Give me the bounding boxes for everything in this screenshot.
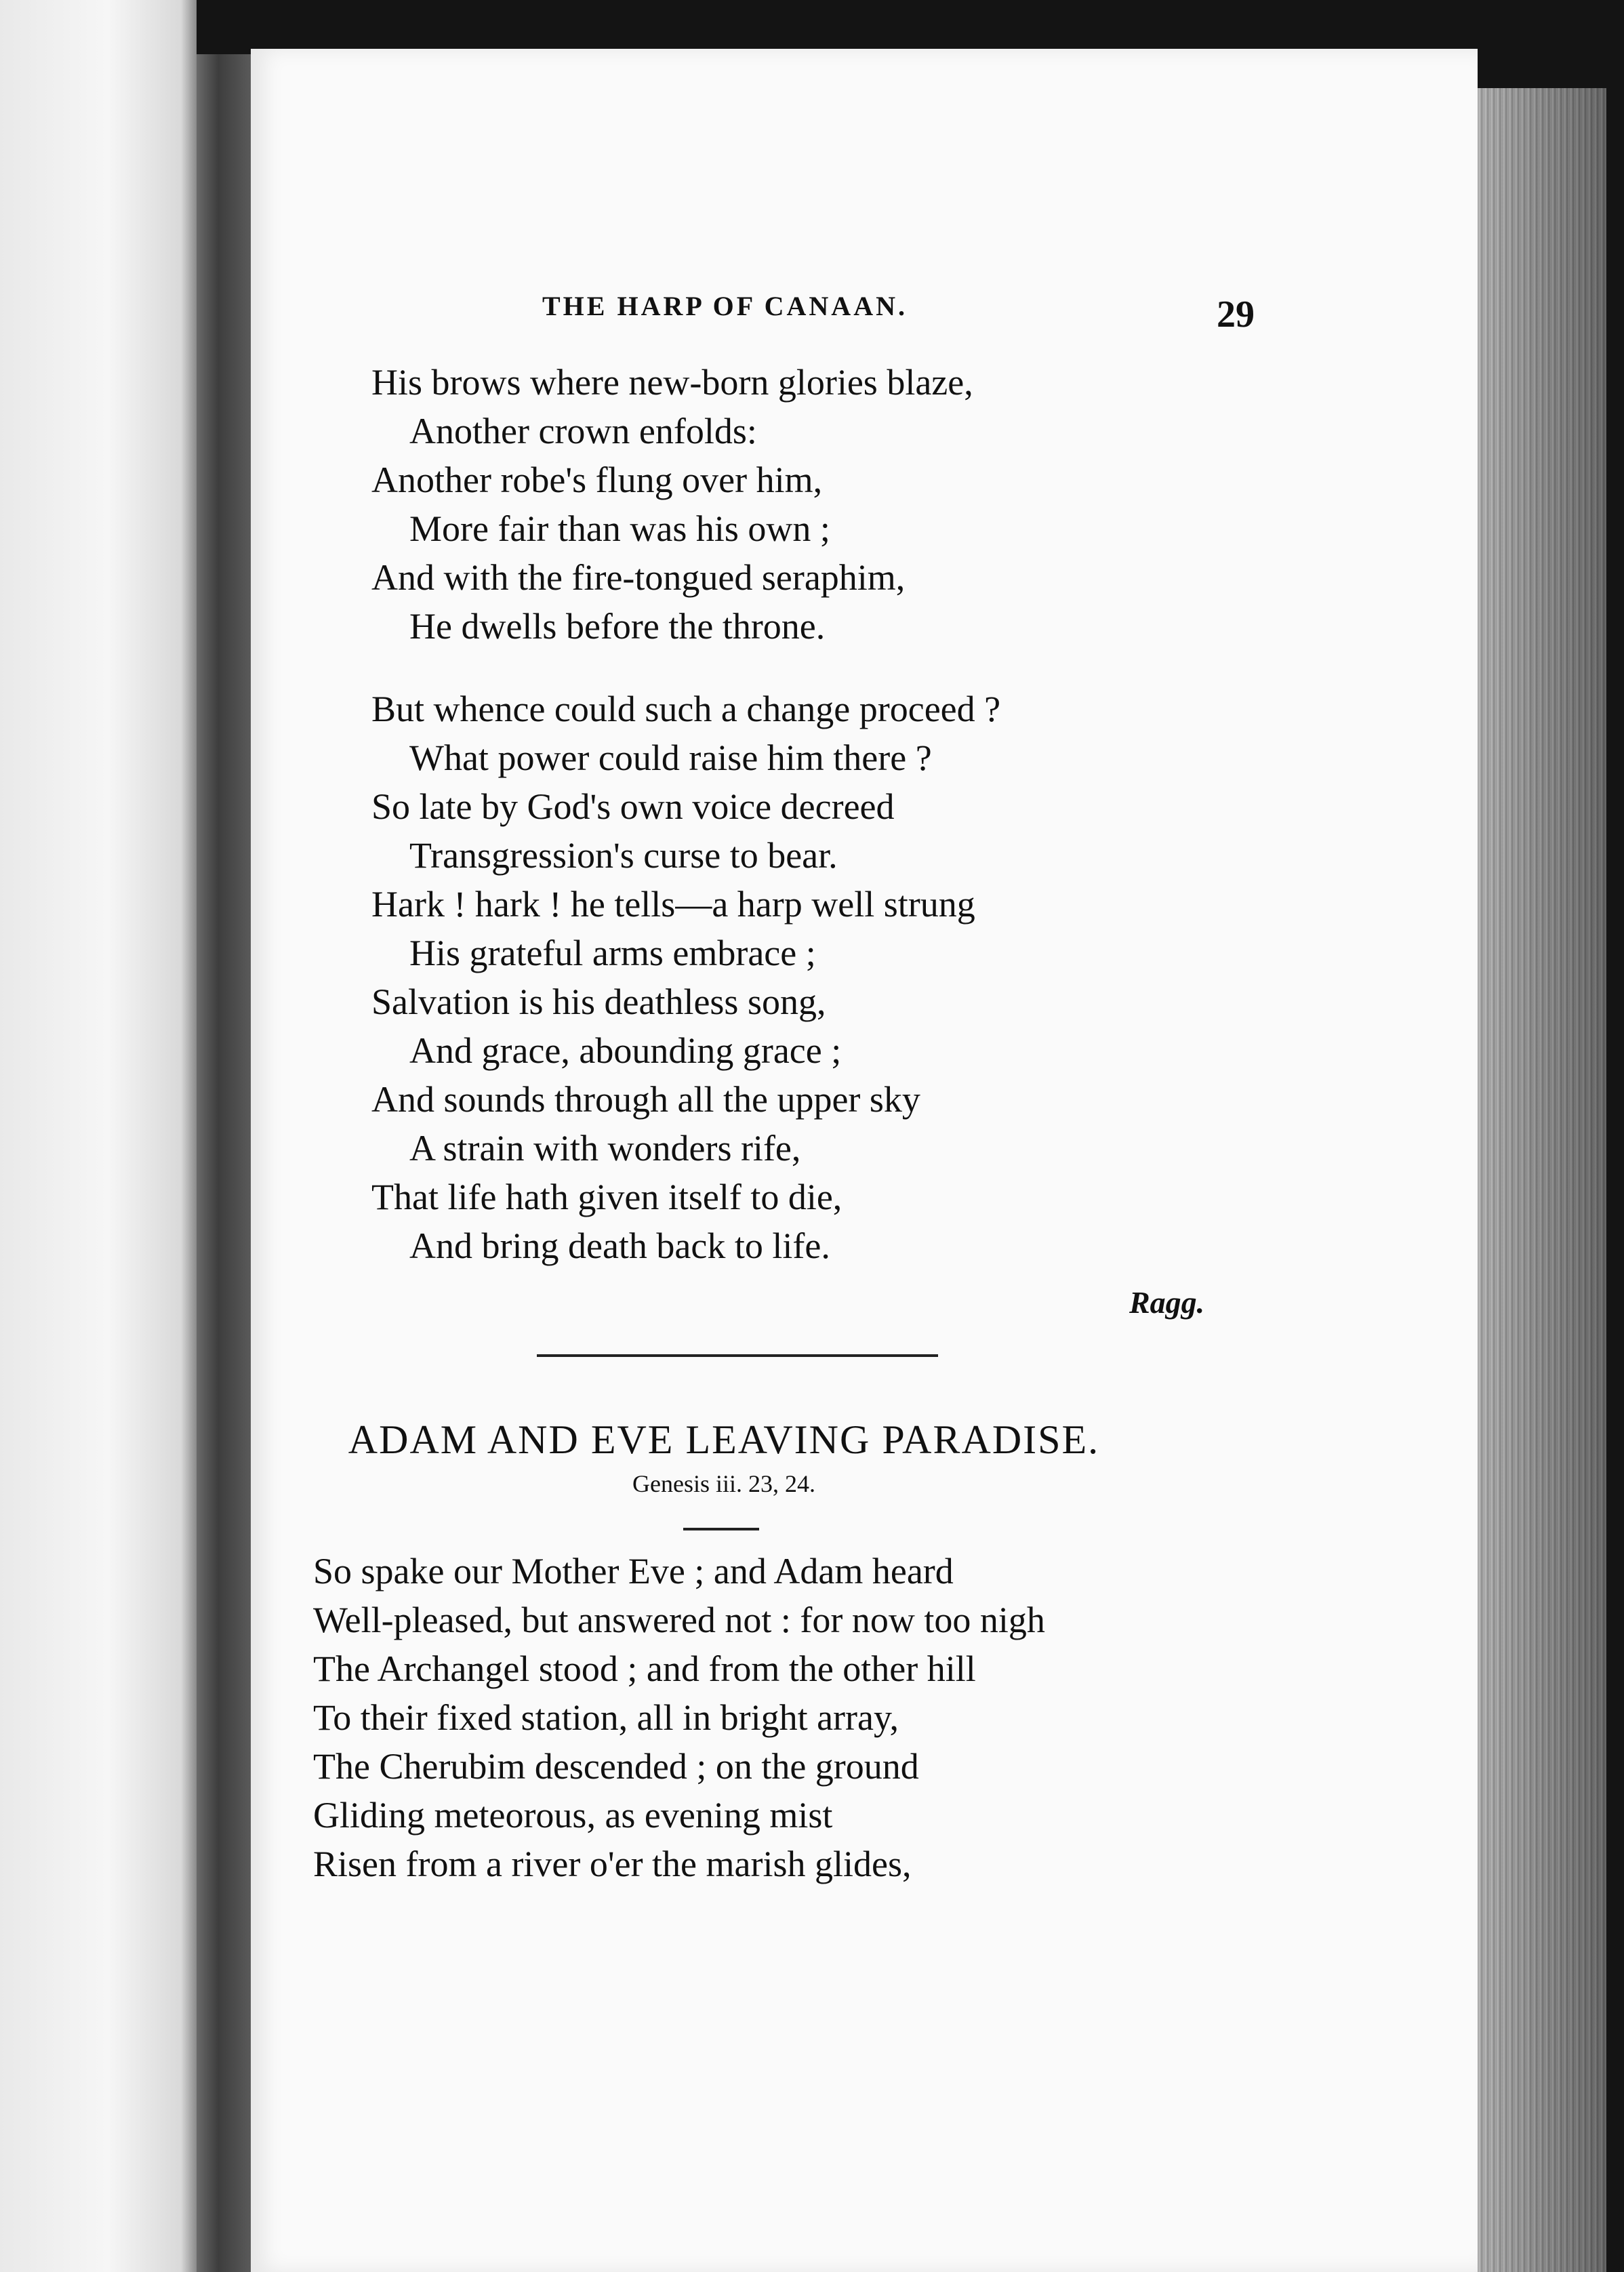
poem-line: That life hath given itself to die, <box>371 1177 843 1217</box>
poem-line: So late by God's own voice decreed <box>371 786 895 827</box>
poem-title: ADAM AND EVE LEAVING PARADISE. <box>348 1417 1100 1462</box>
poem-line: And grace, abounding grace ; <box>409 1030 842 1071</box>
poem-line: The Cherubim descended ; on the ground <box>313 1746 919 1787</box>
poem-line: Risen from a river o'er the marish glides, <box>313 1844 912 1884</box>
poem-line: His brows where new-born glories blaze, <box>371 362 973 403</box>
poem-line: Another crown enfolds: <box>409 411 757 451</box>
poem-line: More fair than was his own ; <box>409 508 830 549</box>
poem-line: Well-pleased, but answered not : for now too nigh <box>313 1600 1045 1640</box>
page-number: 29 <box>1217 293 1255 336</box>
running-head: THE HARP OF CANAAN. <box>542 291 908 321</box>
poem-line: Gliding meteorous, as evening mist <box>313 1795 833 1835</box>
poem-line: Salvation is his deathless song, <box>371 981 826 1022</box>
poem-line: Another robe's flung over him, <box>371 460 823 500</box>
poem-line: What power could raise him there ? <box>409 737 932 778</box>
poem-line: Hark ! hark ! he tells—a harp well strung <box>371 884 975 925</box>
poem-line: And bring death back to life. <box>409 1225 830 1266</box>
title-rule <box>683 1528 759 1530</box>
facing-page-margin <box>0 0 197 2272</box>
poem-line: A strain with wonders rife, <box>409 1128 801 1169</box>
stanza-2 <box>371 685 1000 1270</box>
page-edges <box>1478 88 1606 2272</box>
book-gutter <box>197 54 251 2272</box>
stanza-3 <box>313 1547 1045 1888</box>
attribution: Ragg. <box>1129 1285 1205 1320</box>
poem-line: He dwells before the throne. <box>409 606 826 647</box>
poem-line: To their fixed station, all in bright array, <box>313 1697 899 1738</box>
poem-line: And sounds through all the upper sky <box>371 1079 920 1120</box>
poem-line: And with the fire-tongued seraphim, <box>371 557 906 598</box>
poem-line: His grateful arms embrace ; <box>409 933 816 973</box>
poem-line: But whence could such a change proceed ? <box>371 689 1001 729</box>
poem-subtitle: Genesis iii. 23, 24. <box>632 1470 815 1497</box>
stanza-1 <box>371 358 973 651</box>
section-divider <box>537 1354 938 1357</box>
poem-line: So spake our Mother Eve ; and Adam heard <box>313 1551 954 1591</box>
poem-line: Transgression's curse to bear. <box>409 835 838 876</box>
poem-line: The Archangel stood ; and from the other hill <box>313 1648 976 1689</box>
